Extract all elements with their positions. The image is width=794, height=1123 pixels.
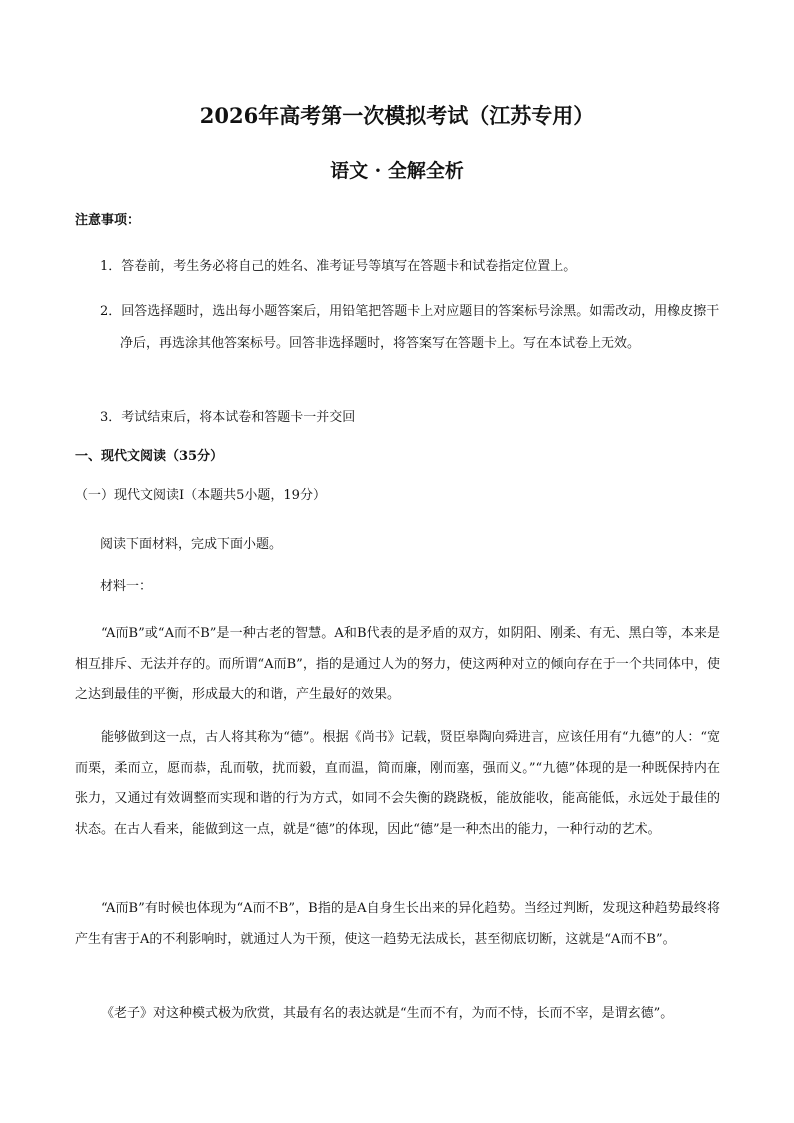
notice-item [100,402,730,434]
sub-section-heading: （一）现代文阅读Ⅰ（本题共5小题，19分） [75,488,326,503]
notice-item-text: 1．答卷前，考生务必将自己的姓名、准考证号等填写在答题卡和试卷指定位置上。 [100,259,577,274]
body-paragraph: “A而B”有时候也体现为“A而不B”，B指的是A自身生长出来的异化趋势。当经过判断，发现这种趋势最终将产生有害于A的不利影响时，就通过人为干预，使这一趋势无法成长，甚至彻底切断，这就是“A而不B”。 [75,901,720,947]
notice-heading: 注意事项： [75,213,141,228]
section-heading: 一、现代文阅读（35分） [75,449,224,464]
material-label: 材料一： [100,579,153,594]
page-subtitle: 语文 · 全解全析 [330,160,464,182]
body-paragraph: “A而B”或“A而不B”是一种古老的智慧。A和B代表的是矛盾的双方，如阴阳、刚柔、有无、黑白等，本来是相互排斥、无法并存的。而所谓“A而B”，指的是通过人为的努力，使这两种对立的倾向存在于一个共同体中，使之达到最佳的平衡，形成最大的和谐，产生最好的效果。 [75,626,720,702]
reading-instruction: 阅读下面材料，完成下面小题。 [100,537,283,552]
notice-item-text: 3．考试结束后，将本试卷和答题卡一并交回 [100,410,356,425]
notice-item-text: 2．回答选择题时，选出每小题答案后，用铅笔把答题卡上对应题目的答案标号涂黑。如需改动，用橡皮擦干净后，再选涂其他答案标号。回答非选择题时，将答案写在答题卡上。写在本试卷上无效。 [100,304,720,351]
body-paragraph: 能够做到这一点，古人将其称为“德”。根据《尚书》记载，贤臣皋陶向舜进言，应该任用有“九德”的人：“宽而栗，柔而立，愿而恭，乱而敬，扰而毅，直而温，简而廉，刚而塞，强而义。”“九德”体现的是一种既保持内在张力，又通过有效调整而实现和谐的行为方式，如同不会失衡的跷跷板，能放能收，能高能低，永远处于最佳的状态。在古人看来，能做到这一点，就是“德”的体现，因此“德”是一种杰出的能力，一种行动的艺术。 [75,730,720,837]
page-title: 2026年高考第一次模拟考试（江苏专用） [199,103,595,128]
notice-item [100,296,730,360]
body-paragraph: 《老子》对这种模式极为欣赏，其最有名的表达就是“生而不有，为而不恃，长而不宰，是谓玄德”。 [101,1006,674,1021]
notice-item [100,251,730,283]
